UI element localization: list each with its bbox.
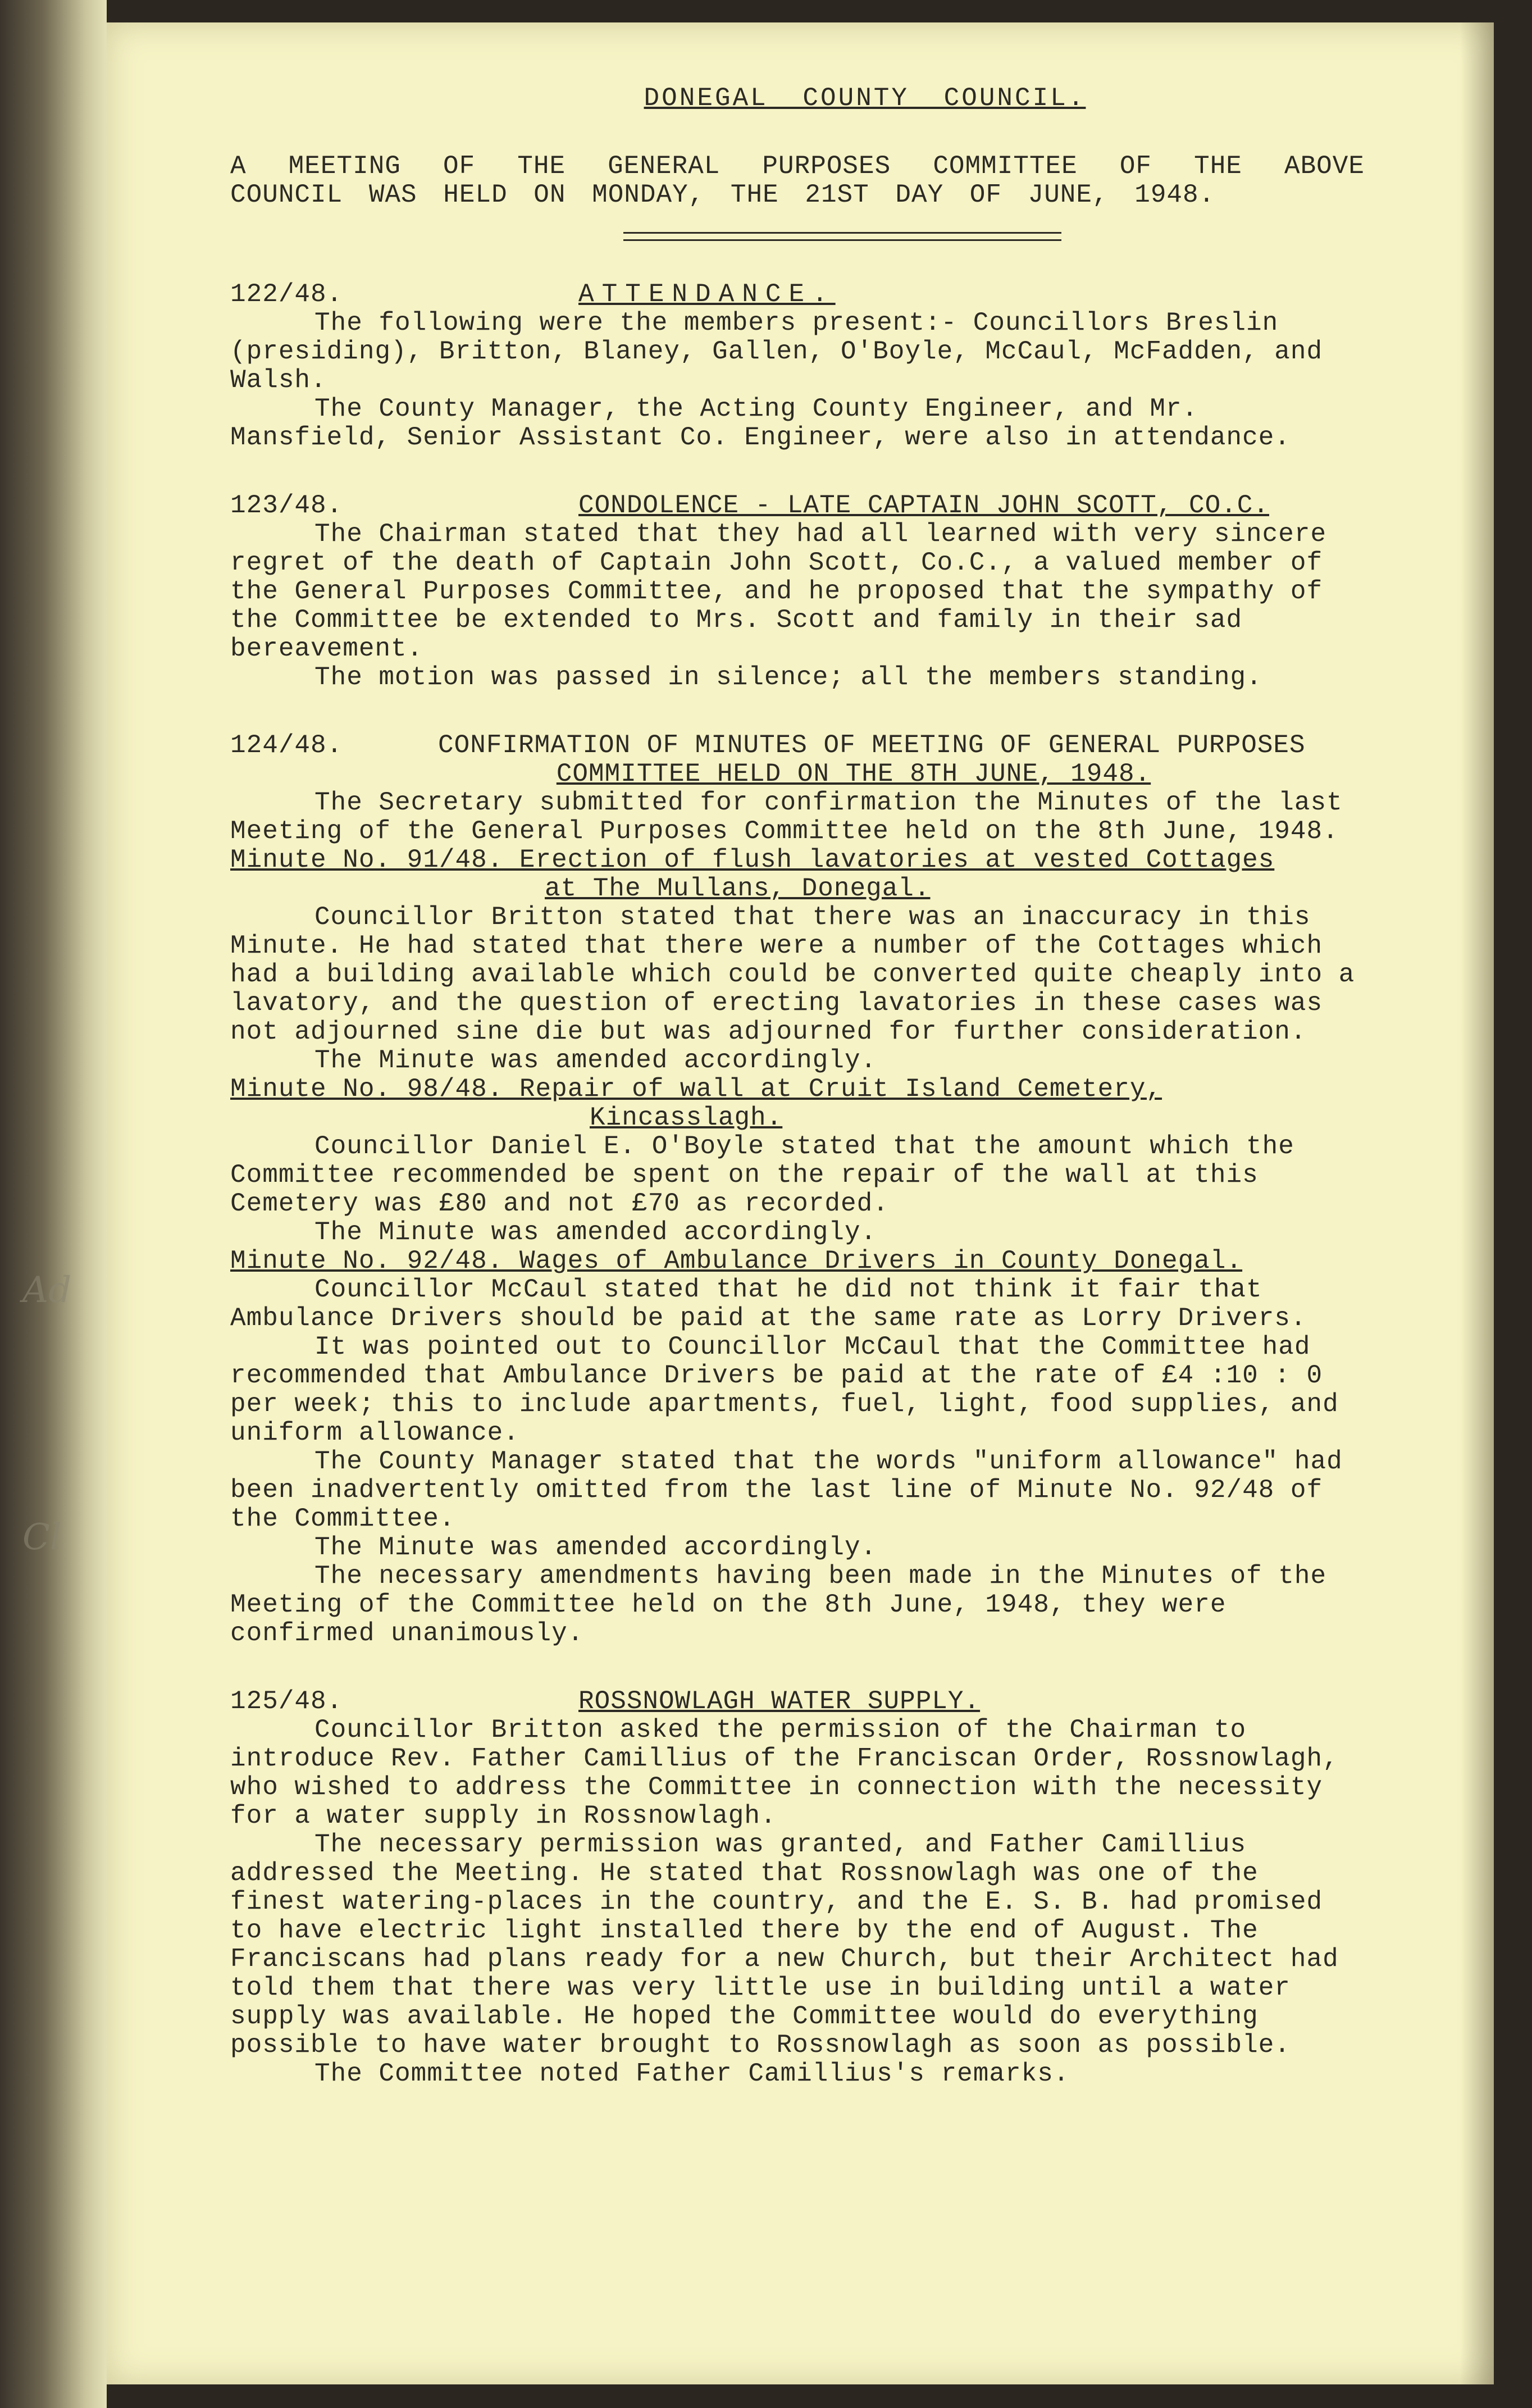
item-number: 122/48. [230,280,343,309]
paragraph: Councillor McCaul stated that he did not think it fair that Ambulance Drivers should be paid at the same rate as Lorry Drivers. [230,1275,1307,1333]
minute-heading: Minute No. 98/48. Repair of wall at Cruit Island Cemetery, [230,1075,1162,1104]
double-rule [623,232,1061,241]
paragraph: The Committee noted Father Camillius's remarks. [314,2059,1070,2088]
minute-heading: Minute No. 92/48. Wages of Ambulance Drivers in County Donegal. [230,1246,1243,1276]
intro-line-2: COUNCIL WAS HELD ON MONDAY, THE 21ST DAY OF JUNE, 1948. [230,180,1215,210]
paragraph: Councillor Britton stated that there was an inaccuracy in this Minute. He had stated that there were a number of the Cottages which had a building available which could be converted quite cheaply into a lavatory, and the question of erecting lavatories in these cases was not adjourned sine die but was adjourned for further consideration. [230,903,1355,1046]
minute-heading-cont: at The Mullans, Donegal. [545,874,931,903]
paragraph: The Minute was amended accordingly. [314,1533,877,1562]
paragraph: The County Manager stated that the words "uniform allowance" had been inadvertently omitted from the last line of Minute No. 92/48 of the Committee. [230,1447,1343,1533]
section-heading: ROSSNOWLAGH WATER SUPPLY. [578,1687,981,1716]
minute-heading-cont: Kincasslagh. [590,1103,783,1132]
paragraph: Councillor Daniel E. O'Boyle stated that the amount which the Committee recommended be spent on the repair of the wall at this Cemetery was £80 and not £70 as recorded. [230,1132,1294,1218]
page-shadow [1460,22,1494,2384]
section-124 [230,731,1365,1648]
paragraph: The Minute was amended accordingly. [314,1046,877,1075]
paragraph: The motion was passed in silence; all the members standing. [314,663,1262,692]
section-122 [230,280,1365,452]
section-heading: ATTENDANCE. [578,280,836,309]
paragraph: The necessary permission was granted, and Father Camillius addressed the Meeting. He stated that Rossnowlagh was one of the finest watering-places in the country, and the E. S. B. had promised to have electric light installed there by the end of August. The Franciscans had plans ready for a new Church, but their Architect had told them that there was very little use in building until a water supply was available. He hoped the Committee would do everything possible to have water brought to Rossnowlagh as soon as possible. [230,1830,1339,2060]
item-number: 124/48. [230,731,343,760]
paragraph: The following were the members present:- Councillors Breslin (presiding), Britton, Blaney, Gallen, O'Boyle, McCaul, McFadden, and Walsh. [230,308,1323,395]
paragraph: The Secretary submitted for confirmation the Minutes of the last Meeting of the General Purposes Committee held on the 8th June, 1948. [230,788,1343,846]
intro-line-1: A MEETING OF THE GENERAL PURPOSES COMMITTEE OF THE ABOVE [230,152,1365,181]
paragraph: It was pointed out to Councillor McCaul that the Committee had recommended that Ambulance Drivers be paid at the rate of £4 :10 : 0 per week; this to include apartments, fuel, light, food supplies, and uniform allowance. [230,1332,1339,1447]
section-heading: CONDOLENCE - LATE CAPTAIN JOHN SCOTT, CO.C. [578,491,1269,520]
paragraph: The Minute was amended accordingly. [314,1218,877,1247]
paragraph: The necessary amendments having been made in the Minutes of the Meeting of the Committee held on the 8th June, 1948, they were confirmed unanimously. [230,1562,1327,1648]
margin-annotation: Cl [22,1517,62,1558]
document-body [230,84,1365,2088]
scan-left-edge [0,0,107,2408]
item-number: 123/48. [230,491,343,520]
document-title: DONEGAL COUNTY COUNCIL. [644,84,1086,113]
section-heading: CONFIRMATION OF MINUTES OF MEETING OF GENERAL PURPOSES [438,731,1306,760]
paragraph: Councillor Britton asked the permission of the Chairman to introduce Rev. Father Camillius of the Franciscan Order, Rossnowlagh, who wished to address the Committee in connection with the necessity for a water supply in Rossnowlagh. [230,1715,1339,1831]
section-123 [230,491,1365,692]
minute-heading: Minute No. 91/48. Erection of flush lavatories at vested Cottages [230,845,1275,875]
section-heading-cont: COMMITTEE HELD ON THE 8TH JUNE, 1948. [556,759,1151,789]
section-125 [230,1687,1365,2088]
margin-annotation: Ad [22,1269,72,1311]
paragraph: The Chairman stated that they had all learned with very sincere regret of the death of Captain John Scott, Co.C., a valued member of the General Purposes Committee, and he proposed that the sympathy of the Committee be extended to Mrs. Scott and family in their sad bereavement. [230,520,1327,663]
item-number: 125/48. [230,1687,343,1716]
paragraph: The County Manager, the Acting County Engineer, and Mr. Mansfield, Senior Assistant Co. Engineer, were also in attendance. [230,394,1291,452]
